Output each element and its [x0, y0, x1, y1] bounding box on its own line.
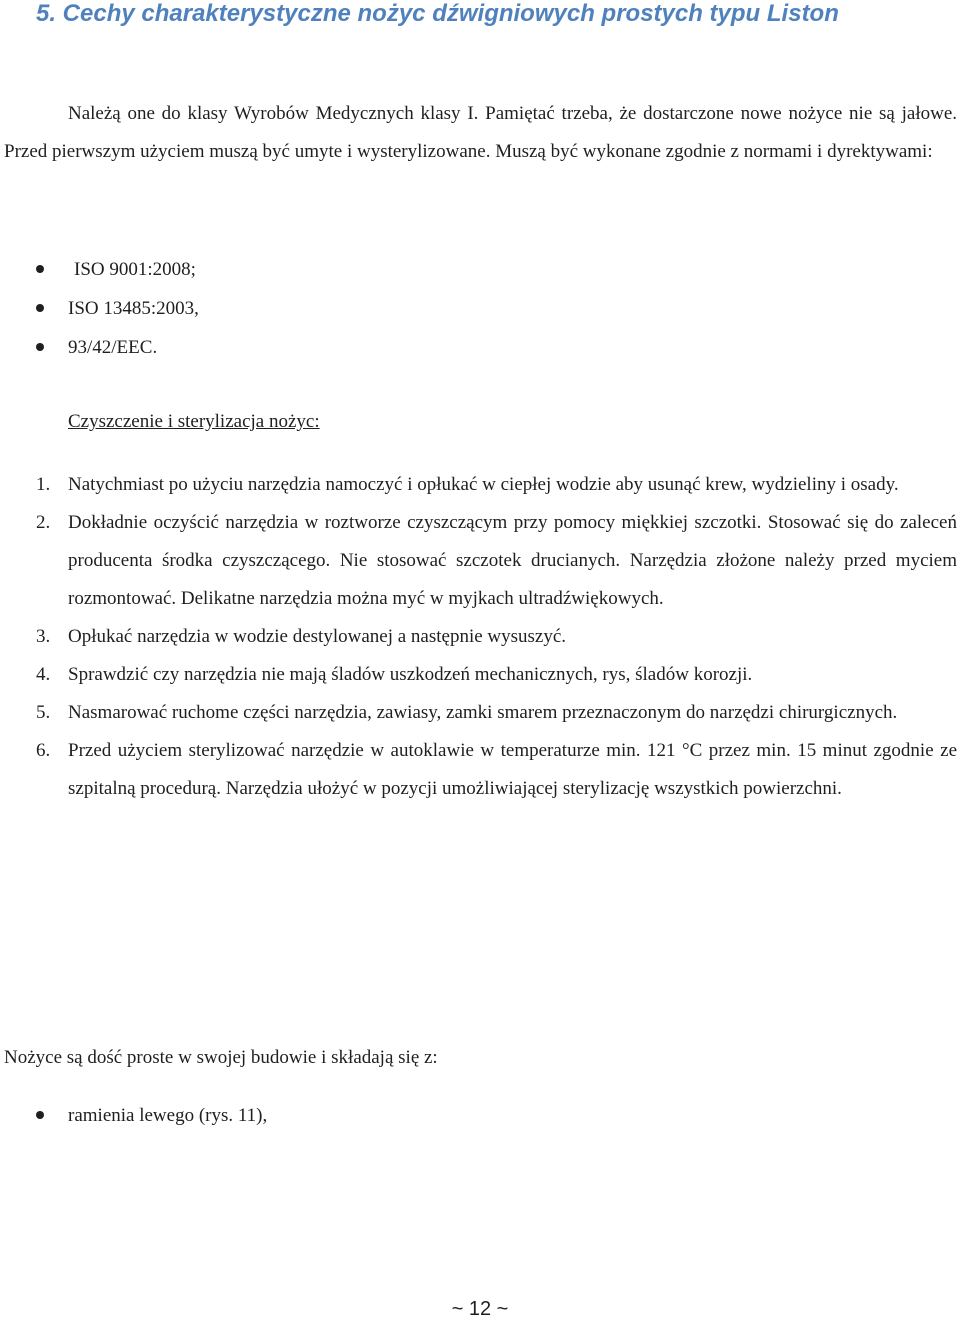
- list-item: [0, 466, 960, 504]
- step-text: Dokładnie oczyścić narzędzia w roztworze czyszczącym przy pomocy miękkiej szczotki. Stosować się do zaleceń producenta środka czyszczącego. Nie stosować szczotek drucianych. Narzędzia złożone należy przed myciem rozmontować. Delikatne narzędzia można myć w myjkach ultradźwiękowych.: [68, 512, 957, 609]
- step-text: Opłukać narzędzia w wodzie destylowanej a następnie wysuszyć.: [68, 626, 567, 647]
- step-text: Sprawdzić czy narzędzia nie mają śladów uszkodzeń mechanicznych, rys, śladów korozji.: [68, 664, 753, 685]
- page-number: ~ 12 ~: [451, 1298, 509, 1320]
- list-item: [0, 250, 960, 289]
- intro-paragraph: Należą one do klasy Wyrobów Medycznych klasy I. Pamiętać trzeba, że dostarczone nowe nożyce nie są jałowe. Przed pierwszym użyciem muszą być umyte i wysterylizowane. Muszą być wykonane zgodnie z normami i dyrektywami:: [4, 103, 957, 162]
- step-text: Nasmarować ruchome części narzędzia, zawiasy, zamki smarem przeznaczonym do narzędzi chirurgicznych.: [68, 702, 898, 723]
- list-item: [0, 289, 960, 328]
- parts-list: [0, 1096, 960, 1135]
- bullet-icon: [36, 1111, 44, 1119]
- standard-label: 93/42/EEC.: [68, 337, 158, 358]
- cleaning-steps-list: [0, 466, 960, 808]
- list-item: [0, 694, 960, 732]
- cleaning-heading: Czyszczenie i sterylizacja nożyc:: [68, 411, 320, 432]
- step-number: 4.: [36, 664, 51, 685]
- step-text: Natychmiast po użyciu narzędzia namoczyć i opłukać w ciepłej wodzie aby usunąć krew, wydzieliny i osady.: [68, 474, 899, 495]
- step-text: Przed użyciem sterylizować narzędzie w autoklawie w temperaturze min. 121 °C przez min. 15 minut zgodnie ze szpitalną procedurą. Narzędzia ułożyć w pozycji umożliwiającej sterylizację wszystkich powierzchni.: [68, 740, 957, 799]
- step-number: 6.: [36, 740, 51, 761]
- list-item: [0, 618, 960, 656]
- list-item: [0, 328, 960, 367]
- list-item: [0, 504, 960, 618]
- list-item: [0, 732, 960, 808]
- standard-label: ISO 9001:2008;: [74, 259, 196, 280]
- step-number: 3.: [36, 626, 51, 647]
- bullet-icon: [36, 265, 44, 273]
- bullet-icon: [36, 343, 44, 351]
- list-item: [0, 1096, 960, 1135]
- part-label: ramienia lewego (rys. 11),: [68, 1105, 268, 1126]
- step-number: 1.: [36, 474, 51, 495]
- standard-label: ISO 13485:2003,: [68, 298, 199, 319]
- standards-list: [0, 250, 960, 367]
- bullet-icon: [36, 304, 44, 312]
- step-number: 5.: [36, 702, 51, 723]
- list-item: [0, 656, 960, 694]
- step-number: 2.: [36, 512, 51, 533]
- parts-intro-paragraph: Nożyce są dość proste w swojej budowie i składają się z:: [4, 1047, 438, 1068]
- section-heading: 5. Cechy charakterystyczne nożyc dźwigniowych prostych typu Liston: [36, 0, 839, 27]
